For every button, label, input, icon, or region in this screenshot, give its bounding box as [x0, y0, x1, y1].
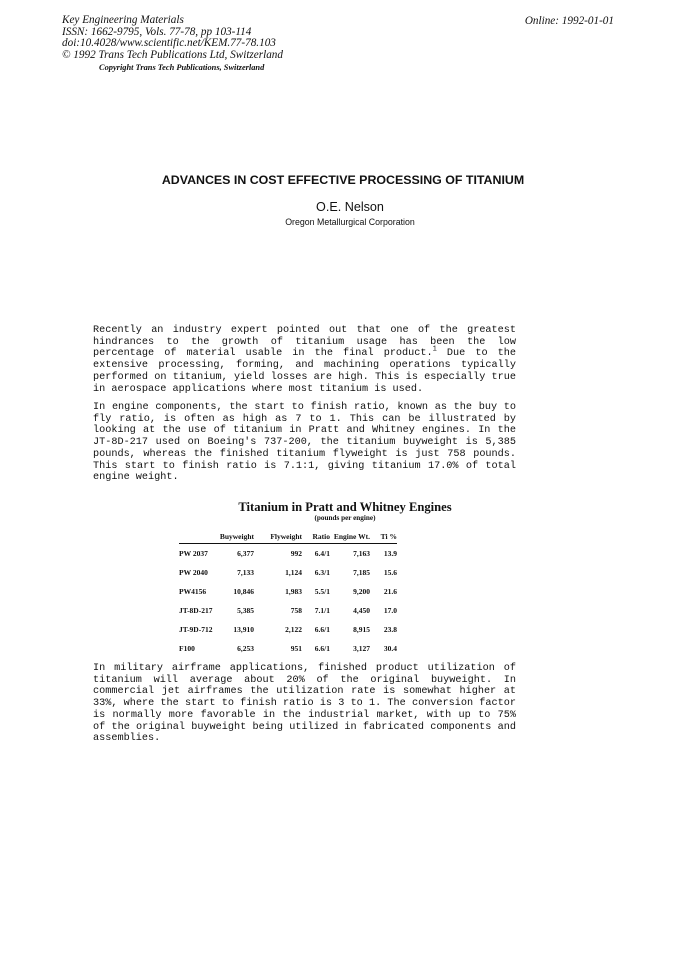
table-row [179, 639, 397, 658]
paragraph-1-rest: Due to the extensive processing, forming, and machining operations typically performed on titanium, yield losses are high. This is especially true in aerospace applications where most titanium is used. [93, 348, 517, 395]
col-buyweight: Buyweight [219, 530, 254, 544]
journal-name: Key Engineering Materials [62, 14, 184, 26]
footnote-ref[interactable]: 1 [432, 346, 437, 355]
cell-ratio: 6.4/1 [314, 549, 330, 558]
cell-ratio: 6.6/1 [314, 625, 330, 634]
cell-engine-wt: 7,163 [353, 549, 370, 558]
cell-ratio: 7.1/1 [314, 606, 330, 615]
cell-engine-wt: 8,915 [353, 625, 370, 634]
copyright-line: © 1992 Trans Tech Publications Ltd, Switzerland [62, 48, 283, 61]
cell-buyweight: 6,377 [237, 549, 254, 558]
author-name: O.E. Nelson [316, 200, 384, 214]
doi-line[interactable]: doi:10.4028/www.scientific.net/KEM.77-78.103 [62, 37, 276, 49]
table-row [179, 563, 397, 582]
paragraph-3: In military airframe applications, finished product utilization of titanium will average about 20% of the original buyweight. In commercial jet airframes the utilization rate is somewhat higher at 33%, where the start to finish ratio is 3 to 1. The conversion factor is normally more favorable in the industrial market, with up to 75% of the original buyweight being utilized in fabricated components and assemblies. [93, 663, 516, 745]
issn-line: ISSN: 1662-9795, Vols. 77-78, pp 103-114 [62, 25, 252, 38]
paragraph-2: In engine components, the start to finish ratio, known as the buy to fly ratio, is often as high as 7 to 1. This can be illustrated by looking at the use of titanium in Pratt and Whitney engines. In the JT-8D-217 used on Boeing's 737-200, the titanium buyweight is 5,385 pounds, whereas the finished titanium flyweight is just 758 pounds. This start to finish ratio is 7.1:1, giving titanium 17.0% of total engine weight. [93, 402, 516, 484]
cell-ti-pct: 21.6 [383, 587, 397, 596]
cell-ti-pct: 15.6 [383, 568, 397, 577]
paragraph-1-text: Recently an industry expert pointed out that one of the greatest hindrances to the growth of titanium usage has been the low percentage of material usable in the final product. [93, 325, 516, 360]
cell-engine-wt: 3,127 [353, 644, 370, 653]
cell-engine-wt: 9,200 [353, 587, 370, 596]
table-row [179, 544, 397, 564]
journal-header [62, 15, 283, 74]
cell-buyweight: 7,133 [237, 568, 254, 577]
cell-engine-wt: 4,450 [353, 606, 370, 615]
table-title: Titanium in Pratt and Whitney Engines [238, 500, 452, 514]
cell-buyweight: 10,846 [233, 587, 254, 596]
table-row [179, 582, 397, 601]
col-engine-wt: Engine Wt. [330, 530, 370, 544]
paragraph-1 [93, 325, 516, 395]
cell-flyweight: 992 [290, 549, 302, 558]
cell-engine: JT-9D-712 [179, 625, 213, 634]
col-ratio: Ratio [302, 530, 330, 544]
cell-engine: PW 2040 [179, 568, 208, 577]
cell-ratio: 5.5/1 [314, 587, 330, 596]
col-ti-pct: Ti % [370, 530, 397, 544]
cell-ratio: 6.3/1 [314, 568, 330, 577]
cell-ti-pct: 13.9 [383, 549, 397, 558]
cell-engine: PW4156 [179, 587, 207, 596]
cell-flyweight: 1,983 [285, 587, 302, 596]
table-row [179, 601, 397, 620]
table-header-row [179, 530, 397, 544]
col-flyweight: Flyweight [254, 530, 302, 544]
cell-ti-pct: 23.8 [383, 625, 397, 634]
online-date: Online: 1992-01-01 [524, 15, 614, 27]
copyright-notice: Copyright Trans Tech Publications, Switzerland [99, 63, 265, 72]
cell-flyweight: 1,124 [285, 568, 302, 577]
cell-buyweight: 5,385 [237, 606, 254, 615]
cell-flyweight: 758 [290, 606, 302, 615]
cell-flyweight: 2,122 [285, 625, 302, 634]
table-subtitle: (pounds per engine) [314, 514, 376, 522]
engine-table [179, 530, 397, 658]
cell-ti-pct: 30.4 [383, 644, 397, 653]
cell-ratio: 6.6/1 [314, 644, 330, 653]
author-affiliation: Oregon Metallurgical Corporation [285, 217, 415, 227]
cell-buyweight: 6,253 [237, 644, 254, 653]
col-engine [179, 530, 219, 544]
cell-flyweight: 951 [290, 644, 302, 653]
article-title: ADVANCES IN COST EFFECTIVE PROCESSING OF TITANIUM [161, 173, 525, 187]
cell-ti-pct: 17.0 [383, 606, 397, 615]
cell-engine: JT-8D-217 [179, 606, 213, 615]
table-row [179, 620, 397, 639]
cell-engine: F100 [179, 644, 195, 653]
cell-buyweight: 13,910 [233, 625, 254, 634]
cell-engine: PW 2037 [179, 549, 208, 558]
cell-engine-wt: 7,185 [353, 568, 370, 577]
